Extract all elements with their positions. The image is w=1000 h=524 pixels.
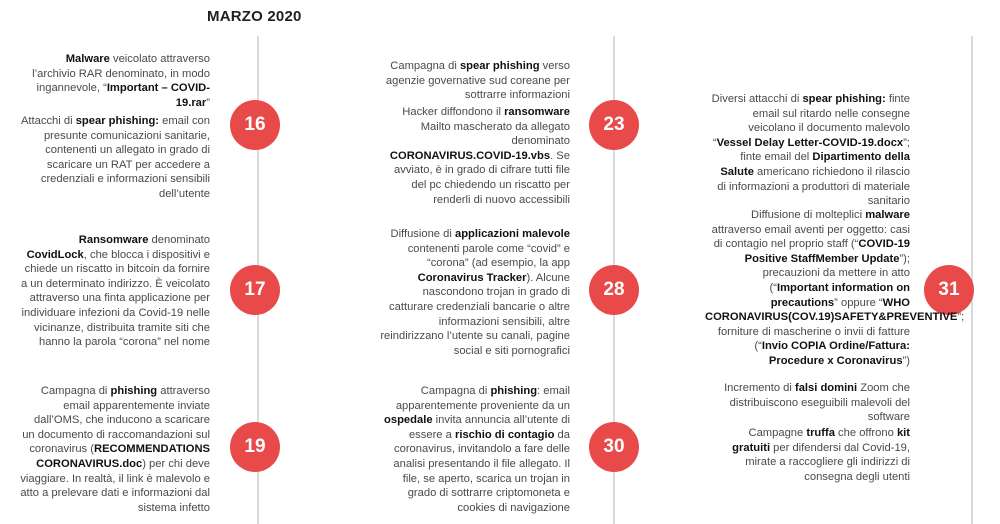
day-badge-28: 28 [589,265,639,315]
event-note-16-malware: Malware veicolato attraverso l’archivio RAR denominato, in modo ingannevole, “Important – COVID-19.rar” [32,53,210,109]
day-badge-19: 19 [230,422,280,472]
event-note-19-phishing: Campagna di phishing attraverso email apparentemente inviate dall’OMS, che inducono a scaricare un documento di raccomandazioni sul coronavirus (RECOMMENDATIONS CORONAVIRUS.doc) per chi deve viaggiare. In realtà, il link è malevolo e atto a prelevare dati e informazioni dal sistema infetto [20,385,210,514]
event-note-31-malware: Diffusione di molteplici malware attraverso email aventi per oggetto: casi di contagio nel proprio staff (“COVID-19 Positive StaffMember Update”); precauzioni da mettere in atto (“Important information on precautions” oppure “WHO CORONAVIRUS(COV.19)SAFETY&PREVENTIVE”; forniture di mascherine o invii di fatture (“Invio COPIA Ordine/Fattura: Procedure x Coronavirus”) [705,209,965,367]
timeline-title: MARZO 2020 [207,8,302,25]
event-note-28-app-malevole: Diffusione di applicazioni malevole contenenti parole come “covid” e “corona” (ad esempio, la app Coronavirus Tracker). Alcune nascondono trojan in grado di catturare credenziali bancarie o altre informazioni sensibili, altre reindirizzano l’utente su canali, pagine social e siti pornografici [380,228,570,357]
event-note-31-spear-phishing: Diversi attacchi di spear phishing: finte email sul ritardo nelle consegne veicolano il documento malevolo “Vessel Delay Letter-COVID-19.docx”; finte email del Dipartimento della Salute americano richiedono il rilascio di informazioni a produttori di materiale sanitario [711,93,910,208]
day-badge-31: 31 [924,265,974,315]
event-note-31-falsi-domini: Incremento di falsi domini Zoom che distribuiscono eseguibili malevoli del software [724,382,910,424]
day-badge-16: 16 [230,100,280,150]
event-note-23-spear-phishing: Campagna di spear phishing verso agenzie governative sud coreane per sottrarre informazioni [385,60,570,102]
event-note-17-ransomware: Ransomware denominato CovidLock, che blocca i dispositivi e chiede un riscatto in bitcoin da fornire a un determinato indirizzo. È veicolato attraverso una finta applicazione per individuare infezioni da Covid-19 nelle vicinanze, distribuita tramite siti che hanno la parola “corona” nel nome [20,234,210,349]
event-note-30-phishing: Campagna di phishing: email apparentemente proveniente da un ospedale invita annuncia all’utente di essere a rischio di contagio da coronavirus, invitandolo a fare delle analisi presentando il file allegato. Il file, se aperto, scarica un trojan in grado di sottrarre criptomoneta e cookies di navigazione [384,385,570,514]
event-note-31-truffa: Campagne truffa che offrono kit gratuiti per difendersi dal Covid-19, mirate a raccogliere gli indirizzi di consegna degli utenti [732,427,910,483]
event-note-16-spear-phishing: Attacchi di spear phishing: email con presunte comunicazioni sanitarie, contenenti un allegato in grado di scaricare un RAT per accedere a credenziali e informazioni sensibili dell’utente [20,115,210,200]
day-badge-23: 23 [589,100,639,150]
day-badge-17: 17 [230,265,280,315]
event-note-23-ransomware: Hacker diffondono il ransomware Mailto mascherato da allegato denominato CORONAVIRUS.COVID-19.vbs. Se avviato, è in grado di cifrare tutti file del pc chiedendo un riscatto per renderli di nuovo accessibili [389,106,570,206]
day-badge-30: 30 [589,422,639,472]
